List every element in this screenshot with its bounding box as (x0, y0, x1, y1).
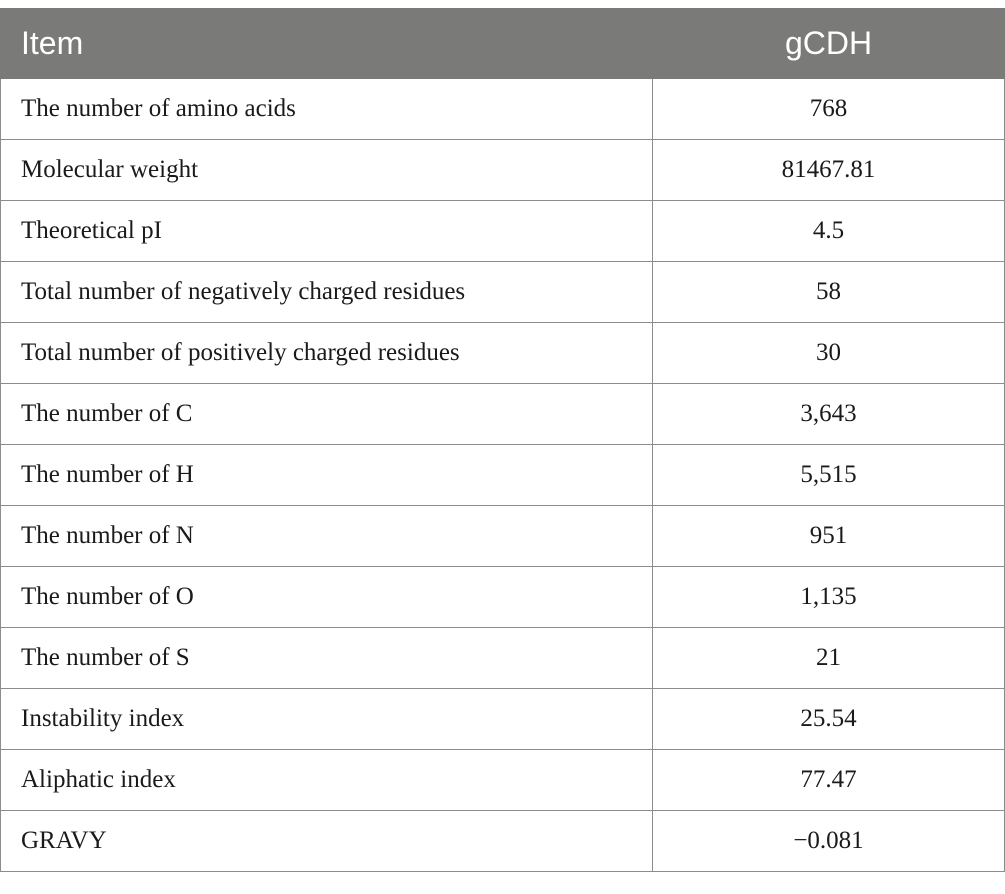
row-value: 77.47 (653, 750, 1005, 811)
row-value: 1,135 (653, 567, 1005, 628)
row-value: 5,515 (653, 445, 1005, 506)
row-item-label: Molecular weight (1, 140, 653, 201)
table-row (1, 811, 1005, 872)
row-value: 58 (653, 262, 1005, 323)
row-value: 21 (653, 628, 1005, 689)
header-gcdh: gCDH (653, 9, 1005, 79)
row-item-label: The number of C (1, 384, 653, 445)
protein-properties-table-container (0, 8, 1004, 872)
row-item-label: Theoretical pI (1, 201, 653, 262)
table-row (1, 506, 1005, 567)
row-item-label: The number of H (1, 445, 653, 506)
row-value: 768 (653, 79, 1005, 140)
row-value: 3,643 (653, 384, 1005, 445)
table-row (1, 384, 1005, 445)
table-row (1, 628, 1005, 689)
table-row (1, 140, 1005, 201)
row-item-label: The number of N (1, 506, 653, 567)
row-value: 4.5 (653, 201, 1005, 262)
header-row (1, 9, 1005, 79)
row-value: 25.54 (653, 689, 1005, 750)
table-row (1, 445, 1005, 506)
table-row (1, 567, 1005, 628)
table-header (1, 9, 1005, 79)
table-row (1, 689, 1005, 750)
row-item-label: Instability index (1, 689, 653, 750)
table-row (1, 201, 1005, 262)
row-item-label: Total number of negatively charged residues (1, 262, 653, 323)
row-item-label: The number of O (1, 567, 653, 628)
row-value: −0.081 (653, 811, 1005, 872)
table-body (1, 79, 1005, 872)
table-row (1, 262, 1005, 323)
row-item-label: GRAVY (1, 811, 653, 872)
row-value: 30 (653, 323, 1005, 384)
row-item-label: The number of S (1, 628, 653, 689)
table-row (1, 750, 1005, 811)
row-item-label: Total number of positively charged residues (1, 323, 653, 384)
table-row (1, 323, 1005, 384)
protein-properties-table (0, 8, 1005, 872)
table-row (1, 79, 1005, 140)
row-item-label: Aliphatic index (1, 750, 653, 811)
row-value: 81467.81 (653, 140, 1005, 201)
header-item: Item (1, 9, 653, 79)
row-value: 951 (653, 506, 1005, 567)
row-item-label: The number of amino acids (1, 79, 653, 140)
